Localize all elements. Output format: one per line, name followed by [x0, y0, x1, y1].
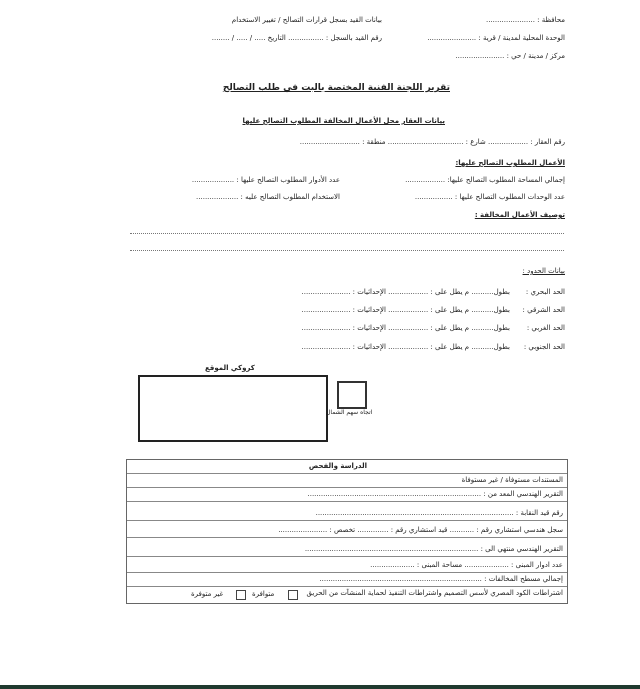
violations-description-heading: توصيف الأعمال المخالفة : [474, 211, 565, 219]
study-heading: الدراسة والفحص [308, 462, 367, 470]
study-row-label: إجمالي مسطح المخالفات : ......................................................................... [319, 575, 563, 583]
description-line-1 [130, 233, 564, 234]
bottom-edge-bar [0, 685, 640, 689]
study-row-label: عدد ادوار المبنى : .................... مساحة المبنى : .................... [370, 561, 563, 569]
registry-number-line: رقم القيد بالسجل : ................ التاريخ ..... / ..... / ........ [211, 34, 382, 42]
property-heading: بيانات العقار محل الأعمال المخالفة المطلوب التصالح عليها [242, 117, 445, 125]
units-line: عدد الوحدات المطلوب التصالح عليها : ................. [414, 193, 565, 201]
study-row-floors-area [127, 559, 567, 573]
total-area-line: إجمالي المساحة المطلوب التصالح عليها: .................. [405, 176, 565, 184]
border-east-name: الحد الشرقي : [522, 306, 565, 314]
available-checkbox[interactable] [288, 590, 298, 600]
border-north-details: بطول.......... م يطل على : .................. الإحداثيات : ...................... [301, 288, 510, 296]
floors-line: عدد الأدوار المطلوب التصالح عليها : ................... [191, 176, 340, 184]
border-west-details: بطول.......... م يطل على : .................. الإحداثيات : ...................... [301, 324, 510, 332]
study-row-label: التقرير الهندسي المعد من : .............................................................................. [307, 490, 563, 498]
site-sketch-label: كروكي الموقع [205, 364, 255, 372]
north-arrow-label: اتجاه سهم الشمال [326, 409, 373, 416]
study-row-label: المستندات مستوفاة / غير مستوفاة [461, 476, 563, 484]
works-heading: الأعمال المطلوب التصالح عليها: [455, 159, 565, 167]
not-available-label: غير متوفرة [191, 590, 224, 598]
study-row-total-violations [127, 573, 567, 587]
border-west-name: الحد الغربي : [526, 324, 565, 332]
study-row-label: اشتراطات الكود المصري لأسس التصميم واشتراطات التنفيذ لحماية المنشآت من الحريق [306, 589, 563, 597]
district-line: مركز / مدينة / حي : ...................... [455, 52, 565, 60]
study-row-report-by [127, 488, 567, 502]
available-label: متوافرة [252, 590, 275, 598]
north-arrow-box [337, 381, 367, 409]
registry-title: بيانات القيد بسجل قرارات التصالح / تغيير الاستخدام [231, 16, 382, 24]
borders-heading: بيانات الحدود : [522, 267, 565, 275]
local-unit-line: الوحدة المحلية لمدينة / قرية : ...................... [427, 34, 565, 42]
study-row-report-result [127, 543, 567, 557]
study-row-label: رقم قيد النقابة : ......................................................................................... [315, 509, 563, 517]
study-row-syndicate [127, 507, 567, 521]
border-north-name: الحد البحري : [525, 288, 565, 296]
site-sketch-box [138, 375, 328, 442]
not-available-checkbox[interactable] [236, 590, 246, 600]
governorate-line: محافظة : ...................... [485, 16, 565, 24]
study-table [126, 459, 568, 604]
study-row-label: سجل هندسي استشاري رقم : ........... قيد استشاري رقم : .............. تخصص : ...................... [278, 526, 563, 534]
study-row-label: التقرير الهندسي منتهي الى : .............................................................................. [304, 545, 563, 553]
border-east-details: بطول.......... م يطل على : .................. الإحداثيات : ...................... [301, 306, 510, 314]
description-line-2 [130, 250, 564, 251]
border-south-name: الحد الجنوبي : [523, 343, 565, 351]
property-line: رقم العقار : .................. شارع : .................................. منطقة : ........................... [299, 138, 565, 146]
border-south-details: بطول.......... م يطل على : .................. الإحداثيات : ...................... [301, 343, 510, 351]
page-title: تقرير اللجنة الفنية المختصة بالبت في طلب التصالح [222, 83, 450, 93]
study-row-documents [127, 474, 567, 488]
study-heading-row [127, 460, 567, 474]
usage-line: الاستخدام المطلوب التصالح عليه : ................... [196, 193, 340, 201]
study-row-consultant [127, 524, 567, 538]
